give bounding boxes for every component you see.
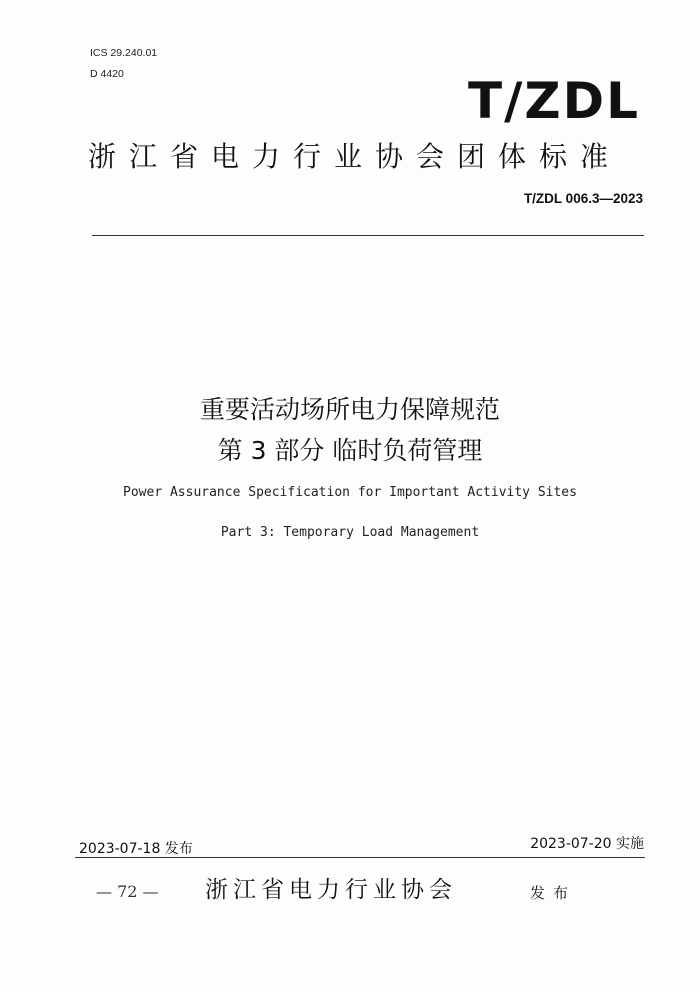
implement-date: 2023-07-20 实施 <box>530 836 644 852</box>
footer-divider <box>75 857 645 858</box>
standard-number: T/ZDL 006.3—2023 <box>523 191 643 206</box>
ics-code: ICS 29.240.01 <box>90 47 158 59</box>
title-en-line1: Power Assurance Specification for Important Activity Sites <box>123 485 577 500</box>
title-cn-line2: 第 3 部分 临时负荷管理 <box>217 436 483 465</box>
title-cn-line1: 重要活动场所电力保障规范 <box>199 395 500 424</box>
publisher-name: 浙江省电力行业协会 <box>205 877 457 903</box>
title-en-line2: Part 3: Temporary Load Management <box>220 525 480 540</box>
header-divider <box>92 235 644 236</box>
ccs-code: D 4420 <box>90 68 124 80</box>
publish-date: 2023-07-18 发布 <box>79 841 193 857</box>
standard-logo: T/ZDL <box>468 72 640 130</box>
issued-label: 发布 <box>530 884 577 902</box>
page-number: — 72 — <box>96 882 159 901</box>
association-standard-title: 浙江省电力行业协会团体标准 <box>88 140 622 173</box>
